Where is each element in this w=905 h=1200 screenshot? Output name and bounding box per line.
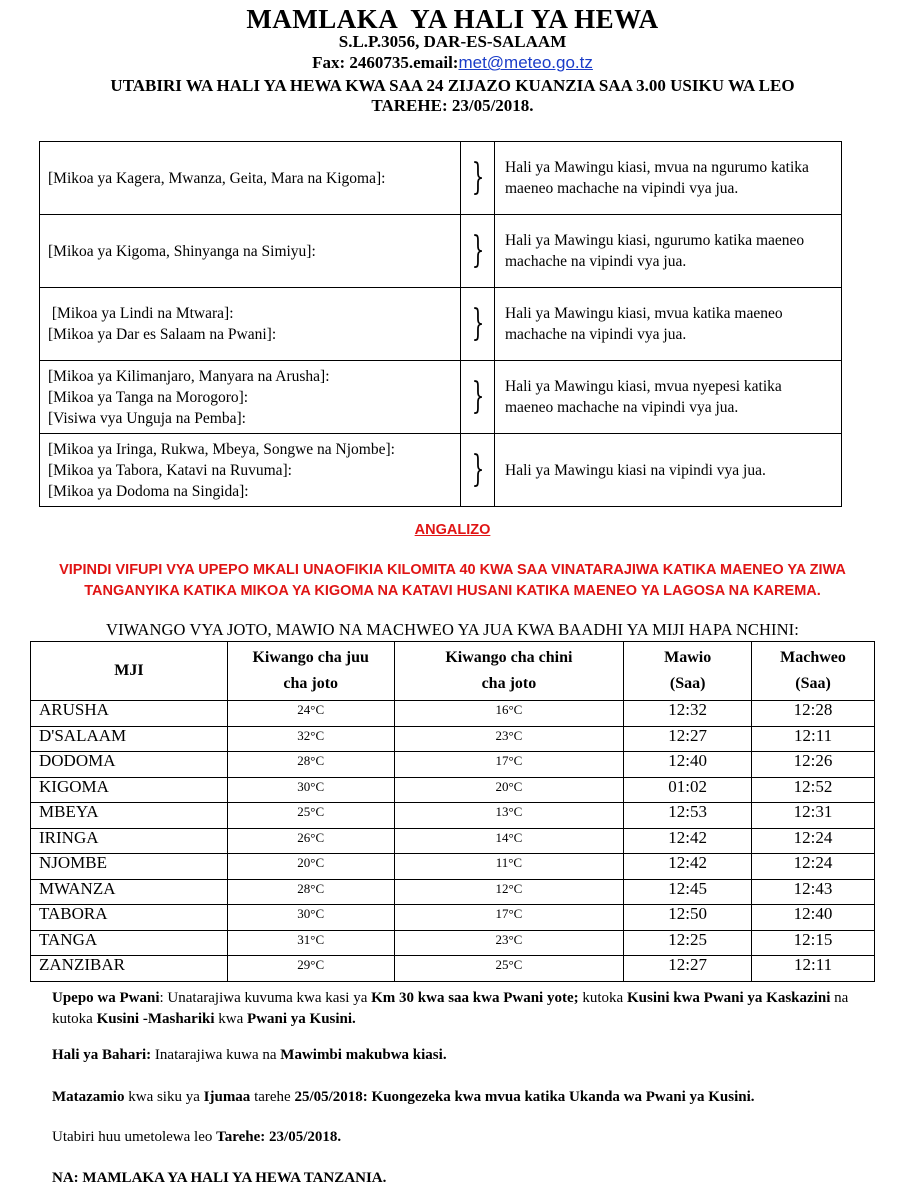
- header-min-temp: [394, 642, 624, 701]
- header-text: cha joto: [481, 675, 537, 692]
- city-name: MWANZA: [31, 879, 228, 905]
- min-temp: 12°C: [394, 879, 624, 905]
- region-names: [40, 434, 461, 507]
- sunset-time: 12:24: [752, 828, 875, 854]
- forecast-line: maeneo machache na vipindi vya jua.: [505, 399, 739, 416]
- header-text: Machweo: [780, 649, 846, 666]
- region-forecast: [495, 142, 842, 215]
- city-row: [31, 752, 875, 778]
- note-segment: kutoka: [578, 990, 627, 1006]
- region-line: [Mikoa ya Dodoma na Singida]:: [48, 482, 249, 500]
- max-temp: 31°C: [227, 930, 394, 956]
- note-segment: tarehe: [250, 1089, 295, 1105]
- issued-note: [52, 1127, 341, 1148]
- outlook-note: [52, 1087, 755, 1108]
- sunset-time: 12:31: [752, 803, 875, 829]
- sunset-time: 12:52: [752, 777, 875, 803]
- region-forecast: [495, 288, 842, 361]
- sunset-time: 12:24: [752, 854, 875, 880]
- sunrise-time: 12:42: [624, 828, 752, 854]
- header-text: Mawio: [664, 649, 712, 666]
- region-line: [Visiwa vya Unguja na Pemba]:: [48, 409, 246, 427]
- max-temp: 30°C: [227, 777, 394, 803]
- min-temp: 25°C: [394, 956, 624, 982]
- region-line: [Mikoa ya Kigoma, Shinyanga na Simiyu]:: [48, 242, 316, 260]
- warning-title: ANGALIZO: [414, 522, 491, 538]
- city-name: TANGA: [31, 930, 228, 956]
- header-text: (Saa): [795, 675, 831, 692]
- postal-address: S.L.P.3056, DAR-ES-SALAAM: [338, 32, 567, 51]
- region-forecast: [495, 434, 842, 507]
- note-segment: Pwani ya Kusini.: [247, 1011, 356, 1027]
- note-segment: Kusini -Mashariki: [96, 1011, 215, 1027]
- brace-icon: }: [468, 361, 487, 434]
- forecast-line: maeneo machache na vipindi vya jua.: [505, 180, 739, 197]
- forecast-date: TAREHE: 23/05/2018.: [371, 96, 534, 115]
- header-sunset: [752, 642, 875, 701]
- header-text: Kiwango cha juu: [252, 649, 369, 666]
- sunset-time: 12:26: [752, 752, 875, 778]
- temperature-table-title: VIWANGO VYA JOTO, MAWIO NA MACHWEO YA JUA KWA BAADHI YA MIJI HAPA NCHINI:: [106, 620, 799, 639]
- min-temp: 17°C: [394, 905, 624, 931]
- region-names: [40, 288, 461, 361]
- region-names: [40, 142, 461, 215]
- city-row: [31, 854, 875, 880]
- header-city: [31, 642, 228, 701]
- header-text: MJI: [114, 662, 144, 679]
- city-row: [31, 803, 875, 829]
- region-line: [Mikoa ya Kagera, Mwanza, Geita, Mara na Kigoma]:: [48, 169, 386, 187]
- sunrise-time: 12:42: [624, 854, 752, 880]
- warning-line: TANGANYIKA KATIKA MIKOA YA KIGOMA NA KATAVI HUSANI KATIKA MAENEO YA LAGOSA NA KAREMA.: [84, 583, 821, 599]
- min-temp: 23°C: [394, 726, 624, 752]
- city-name: ZANZIBAR: [31, 956, 228, 982]
- email-link[interactable]: met@meteo.go.tz: [458, 53, 593, 72]
- city-name: D'SALAAM: [31, 726, 228, 752]
- issuer-signature: NA: MAMLAKA YA HALI YA HEWA TANZANIA.: [52, 1170, 387, 1186]
- min-temp: 11°C: [394, 854, 624, 880]
- fax-label: Fax: 2460735.email:: [312, 53, 459, 72]
- region-line: [Mikoa ya Lindi na Mtwara]:: [48, 305, 234, 322]
- city-name: KIGOMA: [31, 777, 228, 803]
- note-segment: Tarehe: 23/05/2018.: [216, 1129, 342, 1145]
- sunrise-time: 12:25: [624, 930, 752, 956]
- note-segment: Mawimbi makubwa kiasi.: [280, 1047, 447, 1063]
- city-row: [31, 701, 875, 727]
- city-name: NJOMBE: [31, 854, 228, 880]
- header-text: (Saa): [669, 675, 706, 692]
- city-name: MBEYA: [31, 803, 228, 829]
- region-forecast: [495, 361, 842, 434]
- note-segment: Utabiri huu umetolewa leo: [52, 1129, 217, 1145]
- region-line: [Mikoa ya Iringa, Rukwa, Mbeya, Songwe na Njombe]:: [48, 440, 395, 458]
- sunset-time: 12:11: [752, 726, 875, 752]
- region-line: [Mikoa ya Kilimanjaro, Manyara na Arusha]:: [48, 367, 330, 385]
- sunset-time: 12:40: [752, 905, 875, 931]
- brace-icon: }: [468, 215, 487, 288]
- max-temp: 28°C: [227, 879, 394, 905]
- header-sunrise: [624, 642, 752, 701]
- forecast-line: machache na vipindi vya jua.: [505, 326, 687, 343]
- forecast-line: Hali ya Mawingu kiasi, mvua nyepesi katika: [505, 378, 782, 395]
- forecast-line: machache na vipindi vya jua.: [505, 253, 687, 270]
- sunrise-time: 12:53: [624, 803, 752, 829]
- sunrise-time: 01:02: [624, 777, 752, 803]
- max-temp: 26°C: [227, 828, 394, 854]
- region-row: [40, 215, 842, 288]
- city-row: [31, 879, 875, 905]
- max-temp: 25°C: [227, 803, 394, 829]
- max-temp: 32°C: [227, 726, 394, 752]
- forecast-line: Hali ya Mawingu kiasi, ngurumo katika maeneo: [505, 232, 805, 249]
- min-temp: 13°C: [394, 803, 624, 829]
- header-text: Kiwango cha chini: [445, 649, 573, 666]
- note-segment: : Unatarajiwa kuvuma kwa kasi ya: [159, 990, 372, 1006]
- temperature-table: [30, 641, 875, 982]
- sunset-time: 12:28: [752, 701, 875, 727]
- sunrise-time: 12:40: [624, 752, 752, 778]
- city-row: [31, 905, 875, 931]
- note-segment: Upepo wa Pwani: [52, 990, 160, 1006]
- coastal-wind-note: [52, 988, 872, 1030]
- sea-state-note: [52, 1045, 447, 1066]
- region-names: [40, 361, 461, 434]
- city-row: [31, 777, 875, 803]
- min-temp: 20°C: [394, 777, 624, 803]
- max-temp: 29°C: [227, 956, 394, 982]
- document-title: MAMLAKA YA HALI YA HEWA: [246, 4, 659, 34]
- note-segment: kwa: [214, 1011, 248, 1027]
- sunrise-time: 12:32: [624, 701, 752, 727]
- sunrise-time: 12:27: [624, 726, 752, 752]
- min-temp: 14°C: [394, 828, 624, 854]
- min-temp: 17°C: [394, 752, 624, 778]
- max-temp: 28°C: [227, 752, 394, 778]
- max-temp: 24°C: [227, 701, 394, 727]
- sunrise-time: 12:27: [624, 956, 752, 982]
- note-segment: Kusini kwa Pwani ya Kaskazini: [626, 990, 831, 1006]
- sunrise-time: 12:45: [624, 879, 752, 905]
- warning-text: [0, 560, 905, 602]
- note-segment: kwa siku ya: [124, 1089, 204, 1105]
- brace-icon: }: [468, 434, 487, 507]
- region-forecast: [495, 215, 842, 288]
- city-name: ARUSHA: [31, 701, 228, 727]
- min-temp: 16°C: [394, 701, 624, 727]
- sunrise-time: 12:50: [624, 905, 752, 931]
- temperature-header-row: [31, 642, 875, 701]
- city-row: [31, 956, 875, 982]
- header-text: cha joto: [283, 675, 339, 692]
- city-name: DODOMA: [31, 752, 228, 778]
- region-row: [40, 142, 842, 215]
- brace-icon: }: [468, 288, 487, 361]
- region-row: [40, 288, 842, 361]
- city-name: TABORA: [31, 905, 228, 931]
- city-name: IRINGA: [31, 828, 228, 854]
- sunset-time: 12:11: [752, 956, 875, 982]
- region-row: [40, 361, 842, 434]
- max-temp: 20°C: [227, 854, 394, 880]
- min-temp: 23°C: [394, 930, 624, 956]
- note-segment: Matazamio: [52, 1089, 125, 1105]
- warning-line: VIPINDI VIFUPI VYA UPEPO MKALI UNAOFIKIA KILOMITA 40 KWA SAA VINATARAJIWA KATIKA MAENEO YA ZIWA: [59, 562, 846, 578]
- note-segment: Km 30 kwa saa kwa Pwani yote;: [371, 990, 579, 1006]
- sunset-time: 12:43: [752, 879, 875, 905]
- region-names: [40, 215, 461, 288]
- forecast-line: Hali ya Mawingu kiasi, mvua na ngurumo katika: [505, 159, 809, 176]
- city-row: [31, 726, 875, 752]
- brace-icon: }: [468, 142, 487, 215]
- forecast-line: Hali ya Mawingu kiasi, mvua katika maeneo: [505, 305, 783, 322]
- forecast-line: Hali ya Mawingu kiasi na vipindi vya jua.: [505, 461, 766, 479]
- region-line: [Mikoa ya Tanga na Morogoro]:: [48, 388, 249, 406]
- city-row: [31, 828, 875, 854]
- region-line: [Mikoa ya Tabora, Katavi na Ruvuma]:: [48, 461, 292, 479]
- sunset-time: 12:15: [752, 930, 875, 956]
- note-segment: Inatarajiwa kuwa na: [151, 1047, 281, 1063]
- note-segment: 25/05/2018: Kuongezeka kwa mvua katika Ukanda wa Pwani ya Kusini.: [294, 1089, 755, 1105]
- city-row: [31, 930, 875, 956]
- header-max-temp: [227, 642, 394, 701]
- note-segment: na kutoka: [52, 990, 849, 1027]
- note-segment: Hali ya Bahari:: [52, 1047, 152, 1063]
- max-temp: 30°C: [227, 905, 394, 931]
- region-line: [Mikoa ya Dar es Salaam na Pwani]:: [48, 326, 277, 343]
- contact-line: [0, 53, 905, 73]
- region-row: [40, 434, 842, 507]
- region-forecast-table: [39, 141, 842, 507]
- forecast-heading: UTABIRI WA HALI YA HEWA KWA SAA 24 ZIJAZO KUANZIA SAA 3.00 USIKU WA LEO: [110, 76, 795, 95]
- note-segment: Ijumaa: [203, 1089, 251, 1105]
